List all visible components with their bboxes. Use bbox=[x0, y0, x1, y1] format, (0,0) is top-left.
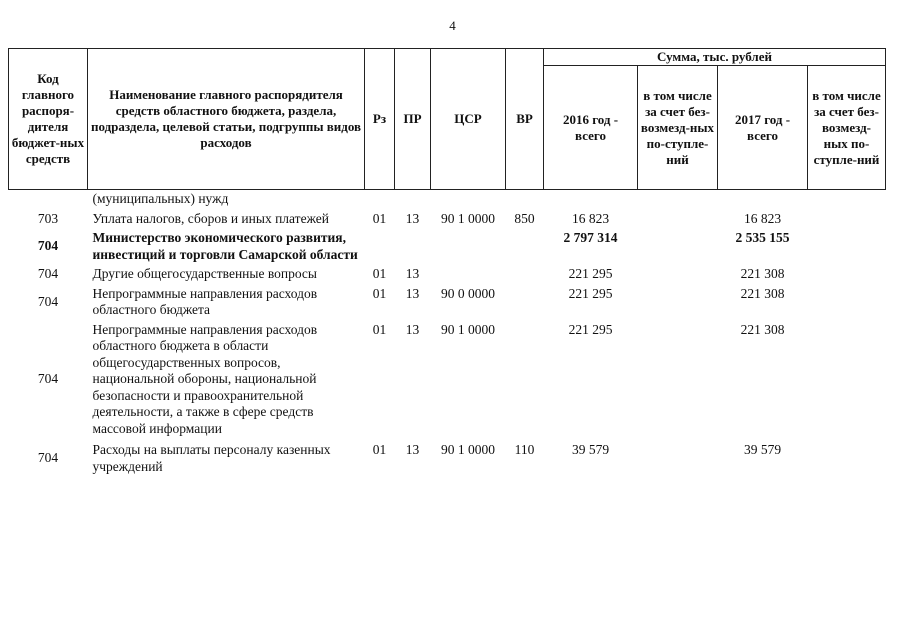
header-2017-total: 2017 год - всего bbox=[718, 66, 808, 190]
cell-2016-grants bbox=[638, 319, 718, 438]
cell-vr: 110 bbox=[514, 442, 535, 457]
cell-csr: 90 1 0000 bbox=[441, 210, 495, 226]
table-row bbox=[9, 208, 886, 228]
cell-csr bbox=[431, 227, 506, 263]
header-csr: ЦСР bbox=[431, 49, 506, 190]
cell-2016-total: 16 823 bbox=[571, 210, 610, 226]
cell-rz: 01 bbox=[372, 285, 387, 301]
cell-rz bbox=[365, 227, 395, 263]
cell-pr bbox=[395, 190, 431, 208]
cell-2017-total: 2 535 155 bbox=[735, 230, 790, 245]
table-row bbox=[9, 319, 886, 438]
cell-2016-total: 221 295 bbox=[568, 285, 613, 301]
header-sum-group: Сумма, тыс. рублей bbox=[544, 49, 886, 66]
budget-table bbox=[8, 48, 886, 475]
cell-2017-total: 16 823 bbox=[743, 210, 782, 226]
cell-csr bbox=[431, 190, 506, 208]
cell-2017-total bbox=[718, 190, 808, 208]
cell-vr bbox=[506, 319, 544, 438]
cell-name: Непрограммные направления расходов областного бюджета в области общегосударственных вопросов, национальной обороны, национальной безопасности и правоохранительной деятельности, а также в сфере средств массовой информации bbox=[92, 321, 318, 436]
header-2016-grants: в том числе за счет без-возмезд-ных по-ступле-ний bbox=[638, 66, 718, 190]
header-name: Наименование главного распорядителя средств областного бюджета, раздела, подраздела, целевой статьи, подгруппы видов расходов bbox=[88, 49, 365, 190]
cell-2016-total: 221 295 bbox=[568, 321, 613, 337]
cell-vr: 850 bbox=[514, 210, 535, 226]
header-rz: Рз bbox=[365, 49, 395, 190]
cell-vr bbox=[506, 263, 544, 283]
cell-pr: 13 bbox=[405, 266, 420, 281]
cell-csr: 90 1 0000 bbox=[441, 442, 495, 457]
cell-2017-grants bbox=[808, 263, 886, 283]
cell-rz: 01 bbox=[372, 442, 387, 457]
cell-vr bbox=[506, 190, 544, 208]
cell-2016-grants bbox=[638, 190, 718, 208]
cell-csr: 90 0 0000 bbox=[441, 285, 495, 301]
cell-2016-total: 39 579 bbox=[571, 442, 610, 457]
cell-2017-total: 221 308 bbox=[740, 321, 785, 337]
cell-2016-grants bbox=[638, 208, 718, 228]
cell-name: Другие общегосударственные вопросы bbox=[92, 266, 317, 281]
cell-code bbox=[9, 190, 88, 208]
cell-2017-grants bbox=[808, 208, 886, 228]
header-code: Код главного распоря-дителя бюджет-ных средств bbox=[9, 49, 88, 190]
cell-name: (муниципальных) нужд bbox=[92, 191, 229, 206]
table-row bbox=[9, 227, 886, 263]
cell-code: 703 bbox=[37, 210, 59, 226]
cell-2016-total: 2 797 314 bbox=[563, 230, 618, 245]
cell-csr: 90 1 0000 bbox=[441, 321, 495, 337]
cell-code: 704 bbox=[37, 371, 59, 386]
cell-pr: 13 bbox=[405, 285, 420, 301]
cell-2016-grants bbox=[638, 437, 718, 475]
cell-2017-grants bbox=[808, 319, 886, 438]
cell-pr: 13 bbox=[405, 321, 420, 337]
table-row bbox=[9, 437, 886, 475]
cell-code: 704 bbox=[37, 266, 59, 281]
cell-2017-total: 221 308 bbox=[740, 266, 785, 281]
table-header bbox=[9, 49, 886, 190]
cell-2016-grants bbox=[638, 263, 718, 283]
cell-rz bbox=[365, 190, 395, 208]
table-row bbox=[9, 263, 886, 283]
cell-2017-grants bbox=[808, 227, 886, 263]
cell-name: Расходы на выплаты персоналу казенных учреждений bbox=[92, 442, 331, 474]
cell-2017-total: 39 579 bbox=[743, 442, 782, 457]
cell-pr: 13 bbox=[405, 442, 420, 457]
cell-2017-grants bbox=[808, 437, 886, 475]
table-body bbox=[9, 190, 886, 476]
cell-2016-total: 221 295 bbox=[568, 266, 613, 281]
table-row bbox=[9, 190, 886, 208]
cell-2016-grants bbox=[638, 227, 718, 263]
header-2017-grants: в том числе за счет без-возмезд-ных по-ступле-ний bbox=[808, 66, 886, 190]
table-row bbox=[9, 283, 886, 319]
cell-vr bbox=[506, 283, 544, 319]
header-vr: ВР bbox=[506, 49, 544, 190]
cell-vr bbox=[506, 227, 544, 263]
cell-2017-grants bbox=[808, 190, 886, 208]
cell-rz: 01 bbox=[372, 266, 387, 281]
cell-2016-total bbox=[544, 190, 638, 208]
cell-name: Министерство экономического развития, инвестиций и торговли Самарской области bbox=[92, 230, 358, 262]
cell-pr: 13 bbox=[405, 210, 420, 226]
cell-2016-grants bbox=[638, 283, 718, 319]
header-pr: ПР bbox=[395, 49, 431, 190]
cell-code: 704 bbox=[37, 238, 59, 254]
page-number: 4 bbox=[449, 18, 456, 33]
cell-rz: 01 bbox=[372, 321, 387, 337]
cell-2017-total: 221 308 bbox=[740, 285, 785, 301]
cell-csr bbox=[431, 263, 506, 283]
cell-2017-grants bbox=[808, 283, 886, 319]
cell-code: 704 bbox=[37, 293, 59, 309]
cell-name: Уплата налогов, сборов и иных платежей bbox=[92, 210, 329, 226]
cell-code: 704 bbox=[37, 450, 59, 466]
header-2016-total: 2016 год - всего bbox=[544, 66, 638, 190]
cell-name: Непрограммные направления расходов областного бюджета bbox=[92, 285, 318, 317]
cell-pr bbox=[395, 227, 431, 263]
cell-rz: 01 bbox=[372, 210, 387, 226]
